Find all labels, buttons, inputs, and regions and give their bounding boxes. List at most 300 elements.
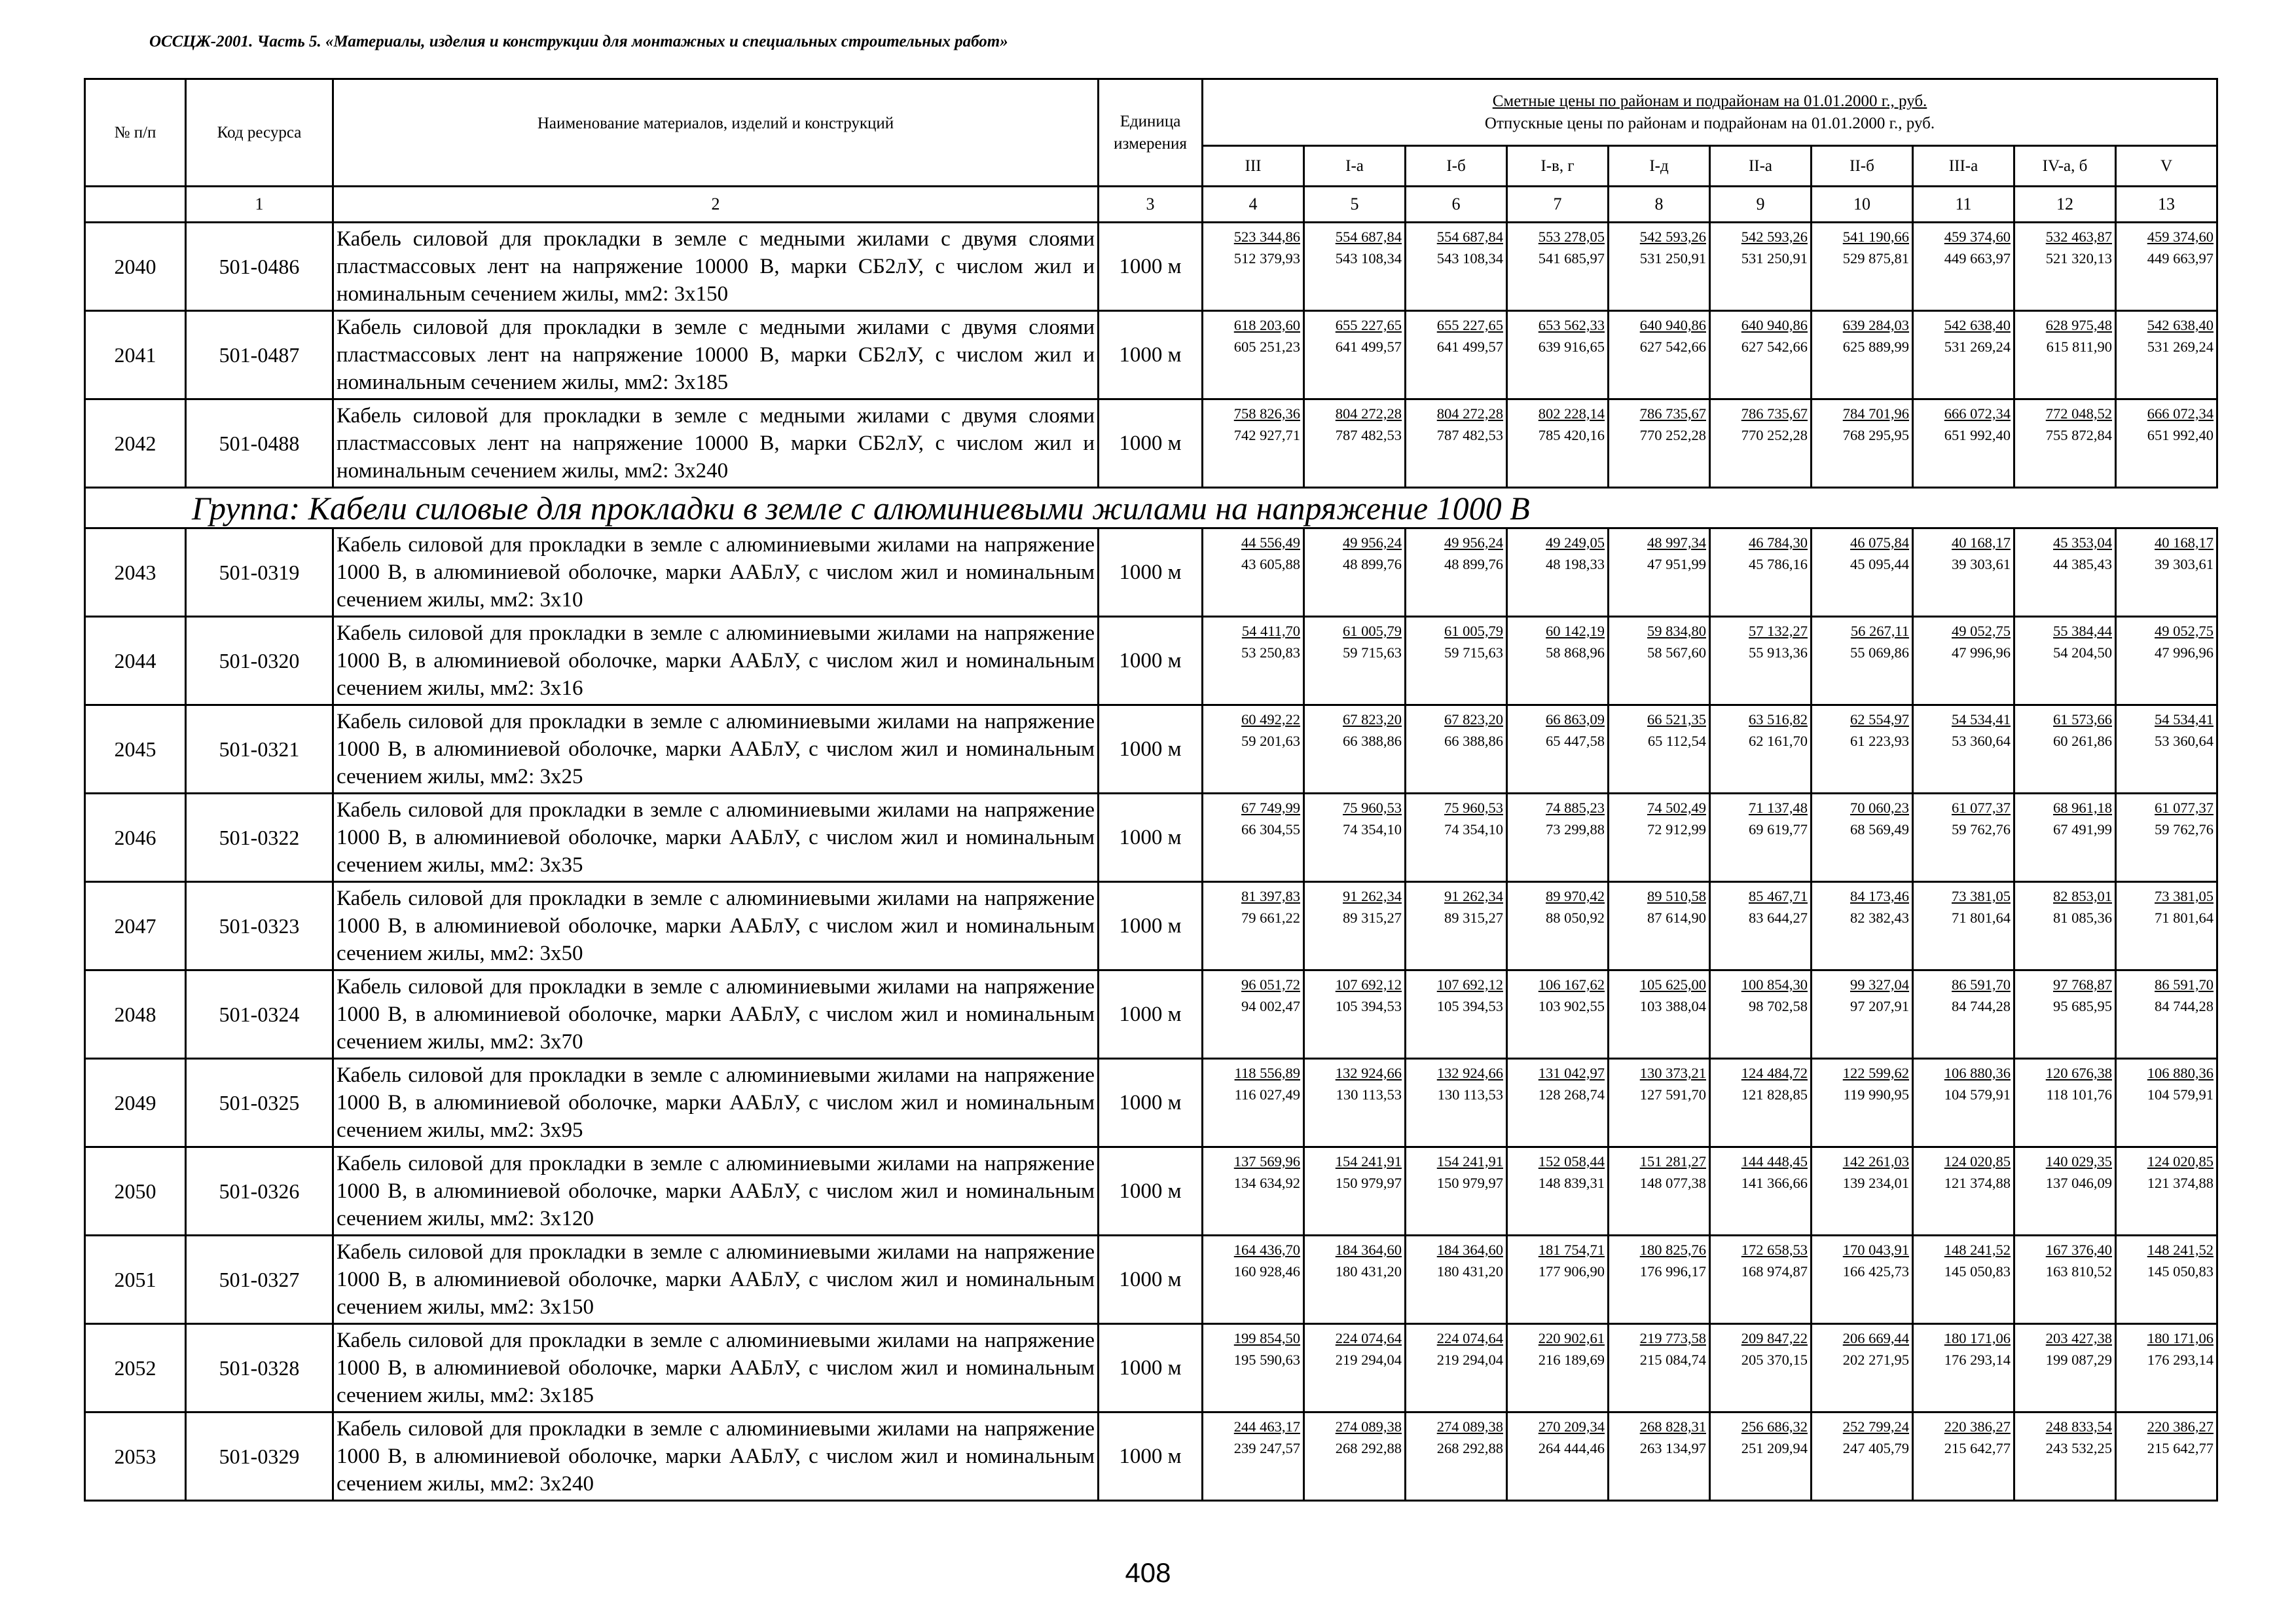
table-row xyxy=(85,311,2217,399)
estimate-price: 61 077,37 xyxy=(1952,800,2011,816)
estimate-price: 666 072,34 xyxy=(2147,405,2214,422)
price-cell xyxy=(1507,617,1609,705)
release-price: 55 069,86 xyxy=(1850,644,1909,661)
estimate-price: 206 669,44 xyxy=(1842,1330,1909,1346)
release-price: 74 354,10 xyxy=(1343,821,1402,838)
header-region: III xyxy=(1203,146,1304,187)
release-price: 61 223,93 xyxy=(1850,733,1909,749)
price-cell xyxy=(1812,882,1913,970)
release-price: 627 542,66 xyxy=(1741,339,1808,355)
table-row xyxy=(85,399,2217,488)
release-price: 215 084,74 xyxy=(1639,1352,1706,1368)
estimate-price: 84 173,46 xyxy=(1850,888,1909,904)
column-number: 8 xyxy=(1609,187,1710,223)
estimate-price: 106 167,62 xyxy=(1538,976,1605,993)
material-name: Кабель силовой для прокладки в земле с алюминиевыми жилами на напряжение 1000 В, в алюминиевой оболочке, марки ААБлУ, с числом жил и номинальным сечением жилы, мм2: 3х95 xyxy=(333,1059,1099,1147)
page-number: 408 xyxy=(1125,1557,1171,1588)
release-price: 73 299,88 xyxy=(1546,821,1605,838)
estimate-price: 40 168,17 xyxy=(2155,534,2214,551)
price-cell xyxy=(2014,1236,2116,1324)
release-price: 103 388,04 xyxy=(1639,998,1706,1014)
release-price: 145 050,83 xyxy=(2147,1263,2214,1280)
release-price: 529 875,81 xyxy=(1842,250,1909,267)
price-cell xyxy=(2014,794,2116,882)
material-name: Кабель силовой для прокладки в земле с алюминиевыми жилами на напряжение 1000 В, в алюминиевой оболочке, марки ААБлУ, с числом жил и номинальным сечением жилы, мм2: 3х35 xyxy=(333,794,1099,882)
price-cell xyxy=(1507,223,1609,311)
estimate-price: 107 692,12 xyxy=(1335,976,1402,993)
row-number: 2051 xyxy=(85,1236,186,1324)
price-cell xyxy=(1406,1147,1507,1236)
price-cell xyxy=(1710,1412,1812,1501)
release-price: 787 482,53 xyxy=(1335,427,1402,443)
price-cell xyxy=(1913,311,2014,399)
estimate-price: 542 593,26 xyxy=(1741,229,1808,245)
release-price: 65 447,58 xyxy=(1546,733,1605,749)
header-region: IV-а, б xyxy=(2014,146,2116,187)
estimate-price: 68 961,18 xyxy=(2053,800,2112,816)
estimate-price: 199 854,50 xyxy=(1233,1330,1300,1346)
release-price: 512 379,93 xyxy=(1233,250,1300,267)
header-region: I-в, г xyxy=(1507,146,1609,187)
estimate-price: 73 381,05 xyxy=(1952,888,2011,904)
price-cell xyxy=(1203,1059,1304,1147)
release-price: 543 108,34 xyxy=(1436,250,1503,267)
release-price: 105 394,53 xyxy=(1436,998,1503,1014)
estimate-price: 85 467,71 xyxy=(1749,888,1808,904)
release-price: 121 374,88 xyxy=(1944,1175,2011,1191)
estimate-price: 804 272,28 xyxy=(1436,405,1503,422)
estimate-price: 224 074,64 xyxy=(1436,1330,1503,1346)
price-cell xyxy=(2116,617,2217,705)
release-price: 89 315,27 xyxy=(1343,910,1402,926)
price-cell xyxy=(1406,311,1507,399)
estimate-price: 209 847,22 xyxy=(1741,1330,1808,1346)
release-price: 74 354,10 xyxy=(1444,821,1503,838)
estimate-price: 542 593,26 xyxy=(1639,229,1706,245)
estimate-price: 758 826,36 xyxy=(1233,405,1300,422)
estimate-price: 274 089,38 xyxy=(1436,1418,1503,1435)
estimate-price: 124 484,72 xyxy=(1741,1065,1808,1081)
row-number: 2052 xyxy=(85,1324,186,1412)
price-cell xyxy=(1304,1412,1406,1501)
estimate-price: 140 029,35 xyxy=(2045,1153,2112,1170)
price-cell xyxy=(1812,1324,1913,1412)
price-cell xyxy=(1406,617,1507,705)
estimate-price: 46 784,30 xyxy=(1749,534,1808,551)
material-name: Кабель силовой для прокладки в земле с медными жилами с двумя слоями пластмассовых лент на напряжение 10000 В, марки СБ2лУ, с числом жил и номинальным сечением жилы, мм2: 3х150 xyxy=(333,223,1099,311)
price-cell xyxy=(1609,311,1710,399)
estimate-price: 60 492,22 xyxy=(1241,711,1300,728)
price-cell xyxy=(1507,1236,1609,1324)
column-number: 9 xyxy=(1710,187,1812,223)
estimate-price: 40 168,17 xyxy=(1952,534,2011,551)
estimate-price: 70 060,23 xyxy=(1850,800,1909,816)
price-cell xyxy=(2116,1147,2217,1236)
price-cell xyxy=(1609,1236,1710,1324)
release-price: 71 801,64 xyxy=(1952,910,2011,926)
price-cell xyxy=(1203,1412,1304,1501)
release-price: 66 304,55 xyxy=(1241,821,1300,838)
material-name: Кабель силовой для прокладки в земле с алюминиевыми жилами на напряжение 1000 В, в алюминиевой оболочке, марки ААБлУ, с числом жил и номинальным сечением жилы, мм2: 3х240 xyxy=(333,1412,1099,1501)
table-row xyxy=(85,528,2217,617)
price-cell xyxy=(1609,528,1710,617)
release-price: 531 250,91 xyxy=(1639,250,1706,267)
price-cell xyxy=(1710,705,1812,794)
material-name: Кабель силовой для прокладки в земле с алюминиевыми жилами на напряжение 1000 В, в алюминиевой оболочке, марки ААБлУ, с числом жил и номинальным сечением жилы, мм2: 3х150 xyxy=(333,1236,1099,1324)
release-price: 243 532,25 xyxy=(2045,1440,2112,1456)
release-price: 134 634,92 xyxy=(1233,1175,1300,1191)
release-price: 247 405,79 xyxy=(1842,1440,1909,1456)
estimate-price: 132 924,66 xyxy=(1335,1065,1402,1081)
price-cell xyxy=(2116,1059,2217,1147)
estimate-price: 63 516,82 xyxy=(1749,711,1808,728)
estimate-price: 91 262,34 xyxy=(1444,888,1503,904)
price-cell xyxy=(1406,1236,1507,1324)
column-number: 6 xyxy=(1406,187,1507,223)
price-cell xyxy=(1812,311,1913,399)
release-price: 59 201,63 xyxy=(1241,733,1300,749)
price-cell xyxy=(2116,970,2217,1059)
estimate-price: 61 005,79 xyxy=(1444,623,1503,639)
estimate-price: 120 676,38 xyxy=(2045,1065,2112,1081)
price-cell xyxy=(1406,399,1507,488)
price-cell xyxy=(2014,1147,2116,1236)
estimate-price: 44 556,49 xyxy=(1241,534,1300,551)
estimate-price: 804 272,28 xyxy=(1335,405,1402,422)
estimate-price: 180 825,76 xyxy=(1639,1242,1706,1258)
resource-code: 501-0322 xyxy=(186,794,333,882)
estimate-price: 105 625,00 xyxy=(1639,976,1706,993)
estimate-price: 459 374,60 xyxy=(1944,229,2011,245)
column-number: 12 xyxy=(2014,187,2116,223)
price-cell xyxy=(1609,1324,1710,1412)
estimate-price: 666 072,34 xyxy=(1944,405,2011,422)
resource-code: 501-0486 xyxy=(186,223,333,311)
release-price: 62 161,70 xyxy=(1749,733,1808,749)
release-price: 54 204,50 xyxy=(2053,644,2112,661)
resource-code: 501-0319 xyxy=(186,528,333,617)
price-cell xyxy=(1710,882,1812,970)
price-cell xyxy=(1203,1324,1304,1412)
release-price: 45 095,44 xyxy=(1850,556,1909,572)
price-cell xyxy=(1507,528,1609,617)
header-estimate-prices: Сметные цены по районам и подрайонам на 01.01.2000 г., руб. xyxy=(1492,92,1927,110)
price-cell xyxy=(1609,399,1710,488)
price-cell xyxy=(1507,1412,1609,1501)
price-cell xyxy=(1710,970,1812,1059)
estimate-price: 81 397,83 xyxy=(1241,888,1300,904)
release-price: 66 388,86 xyxy=(1444,733,1503,749)
price-cell xyxy=(1203,1236,1304,1324)
estimate-price: 49 956,24 xyxy=(1444,534,1503,551)
release-price: 59 762,76 xyxy=(1952,821,2011,838)
price-cell xyxy=(2014,617,2116,705)
release-price: 199 087,29 xyxy=(2045,1352,2112,1368)
release-price: 82 382,43 xyxy=(1850,910,1909,926)
release-price: 128 268,74 xyxy=(1538,1086,1605,1103)
price-cell xyxy=(1304,399,1406,488)
estimate-price: 219 773,58 xyxy=(1639,1330,1706,1346)
resource-code: 501-0329 xyxy=(186,1412,333,1501)
release-price: 787 482,53 xyxy=(1436,427,1503,443)
price-table xyxy=(84,78,2218,1502)
release-price: 641 499,57 xyxy=(1436,339,1503,355)
release-price: 47 996,96 xyxy=(1952,644,2011,661)
resource-code: 501-0488 xyxy=(186,399,333,488)
estimate-price: 142 261,03 xyxy=(1842,1153,1909,1170)
price-cell xyxy=(1304,794,1406,882)
price-cell xyxy=(2116,399,2217,488)
estimate-price: 523 344,86 xyxy=(1233,229,1300,245)
release-price: 47 996,96 xyxy=(2155,644,2214,661)
price-cell xyxy=(1203,705,1304,794)
price-cell xyxy=(1609,223,1710,311)
price-cell xyxy=(2116,223,2217,311)
table-row xyxy=(85,794,2217,882)
price-cell xyxy=(1406,970,1507,1059)
price-cell xyxy=(2014,1412,2116,1501)
release-price: 121 374,88 xyxy=(2147,1175,2214,1191)
release-price: 148 077,38 xyxy=(1639,1175,1706,1191)
release-price: 59 762,76 xyxy=(2155,821,2214,838)
price-cell xyxy=(1913,882,2014,970)
estimate-price: 618 203,60 xyxy=(1233,317,1300,333)
estimate-price: 154 241,91 xyxy=(1335,1153,1402,1170)
price-cell xyxy=(1406,223,1507,311)
estimate-price: 71 137,48 xyxy=(1749,800,1808,816)
release-price: 39 303,61 xyxy=(1952,556,2011,572)
price-cell xyxy=(1507,882,1609,970)
release-price: 97 207,91 xyxy=(1850,998,1909,1014)
estimate-price: 184 364,60 xyxy=(1436,1242,1503,1258)
release-price: 268 292,88 xyxy=(1335,1440,1402,1456)
price-cell xyxy=(1913,1059,2014,1147)
price-cell xyxy=(1913,970,2014,1059)
release-price: 449 663,97 xyxy=(2147,250,2214,267)
release-price: 215 642,77 xyxy=(1944,1440,2011,1456)
release-price: 195 590,63 xyxy=(1233,1352,1300,1368)
release-price: 605 251,23 xyxy=(1233,339,1300,355)
price-cell xyxy=(1304,1059,1406,1147)
header-region: II-б xyxy=(1812,146,1913,187)
estimate-price: 74 885,23 xyxy=(1546,800,1605,816)
estimate-price: 75 960,53 xyxy=(1343,800,1402,816)
price-cell xyxy=(1203,1147,1304,1236)
release-price: 130 113,53 xyxy=(1336,1086,1402,1103)
row-number: 2043 xyxy=(85,528,186,617)
estimate-price: 772 048,52 xyxy=(2045,405,2112,422)
release-price: 176 293,14 xyxy=(1944,1352,2011,1368)
price-cell xyxy=(1304,705,1406,794)
table-row xyxy=(85,970,2217,1059)
material-name: Кабель силовой для прокладки в земле с алюминиевыми жилами на напряжение 1000 В, в алюминиевой оболочке, марки ААБлУ, с числом жил и номинальным сечением жилы, мм2: 3х16 xyxy=(333,617,1099,705)
release-price: 215 642,77 xyxy=(2147,1440,2214,1456)
column-number: 7 xyxy=(1507,187,1609,223)
price-cell xyxy=(2014,311,2116,399)
price-cell xyxy=(2014,705,2116,794)
release-price: 121 828,85 xyxy=(1741,1086,1808,1103)
document-header: ОССЦЖ-2001. Часть 5. «Материалы, изделия и конструкции для монтажных и специальных строительных работ» xyxy=(149,33,1008,50)
estimate-price: 655 227,65 xyxy=(1436,317,1503,333)
price-cell xyxy=(1913,1236,2014,1324)
estimate-price: 252 799,24 xyxy=(1842,1418,1909,1435)
estimate-price: 61 005,79 xyxy=(1343,623,1402,639)
estimate-price: 167 376,40 xyxy=(2045,1242,2112,1258)
estimate-price: 106 880,36 xyxy=(2147,1065,2214,1081)
estimate-price: 184 364,60 xyxy=(1335,1242,1402,1258)
table-row xyxy=(85,617,2217,705)
unit-of-measure: 1000 м xyxy=(1099,528,1203,617)
release-price: 141 366,66 xyxy=(1741,1175,1808,1191)
row-number: 2044 xyxy=(85,617,186,705)
material-name: Кабель силовой для прокладки в земле с алюминиевыми жилами на напряжение 1000 В, в алюминиевой оболочке, марки ААБлУ, с числом жил и номинальным сечением жилы, мм2: 3х10 xyxy=(333,528,1099,617)
release-price: 98 702,58 xyxy=(1749,998,1808,1014)
price-cell xyxy=(1406,528,1507,617)
estimate-price: 541 190,66 xyxy=(1842,229,1909,245)
price-cell xyxy=(2116,1412,2217,1501)
price-cell xyxy=(2014,399,2116,488)
estimate-price: 256 686,32 xyxy=(1741,1418,1808,1435)
price-cell xyxy=(1812,1236,1913,1324)
header-region: V xyxy=(2116,146,2217,187)
header-prices xyxy=(1203,79,2217,146)
price-cell xyxy=(1710,1147,1812,1236)
row-number: 2046 xyxy=(85,794,186,882)
price-cell xyxy=(1609,1147,1710,1236)
price-cell xyxy=(1304,617,1406,705)
price-cell xyxy=(2116,794,2217,882)
estimate-price: 144 448,45 xyxy=(1741,1153,1808,1170)
price-cell xyxy=(1913,1147,2014,1236)
release-price: 88 050,92 xyxy=(1546,910,1605,926)
column-number: 13 xyxy=(2116,187,2217,223)
material-name: Кабель силовой для прокладки в земле с алюминиевыми жилами на напряжение 1000 В, в алюминиевой оболочке, марки ААБлУ, с числом жил и номинальным сечением жилы, мм2: 3х120 xyxy=(333,1147,1099,1236)
column-number: 1 xyxy=(186,187,333,223)
release-price: 66 388,86 xyxy=(1343,733,1402,749)
estimate-price: 151 281,27 xyxy=(1639,1153,1706,1170)
release-price: 84 744,28 xyxy=(1952,998,2011,1014)
price-cell xyxy=(1304,223,1406,311)
release-price: 119 990,95 xyxy=(1843,1086,1909,1103)
release-price: 160 928,46 xyxy=(1233,1263,1300,1280)
price-cell xyxy=(1406,882,1507,970)
release-price: 785 420,16 xyxy=(1538,427,1605,443)
estimate-price: 628 975,48 xyxy=(2045,317,2112,333)
release-price: 521 320,13 xyxy=(2045,250,2112,267)
estimate-price: 89 970,42 xyxy=(1546,888,1605,904)
estimate-price: 802 228,14 xyxy=(1538,405,1605,422)
estimate-price: 82 853,01 xyxy=(2053,888,2112,904)
price-cell xyxy=(1609,1059,1710,1147)
unit-of-measure: 1000 м xyxy=(1099,399,1203,488)
release-price: 39 303,61 xyxy=(2155,556,2214,572)
release-price: 202 271,95 xyxy=(1842,1352,1909,1368)
price-cell xyxy=(1304,970,1406,1059)
price-cell xyxy=(2116,528,2217,617)
unit-of-measure: 1000 м xyxy=(1099,794,1203,882)
estimate-price: 48 997,34 xyxy=(1647,534,1706,551)
header-region: II-а xyxy=(1710,146,1812,187)
estimate-price: 107 692,12 xyxy=(1436,976,1503,993)
release-price: 251 209,94 xyxy=(1741,1440,1808,1456)
release-price: 130 113,53 xyxy=(1437,1086,1503,1103)
estimate-price: 49 249,05 xyxy=(1546,534,1605,551)
price-cell xyxy=(2116,1324,2217,1412)
price-cell xyxy=(1710,399,1812,488)
price-cell xyxy=(1507,311,1609,399)
release-price: 104 579,91 xyxy=(1944,1086,2011,1103)
price-cell xyxy=(1710,1236,1812,1324)
release-price: 127 591,70 xyxy=(1639,1086,1706,1103)
estimate-price: 66 863,09 xyxy=(1546,711,1605,728)
material-name: Кабель силовой для прокладки в земле с алюминиевыми жилами на напряжение 1000 В, в алюминиевой оболочке, марки ААБлУ, с числом жил и номинальным сечением жилы, мм2: 3х70 xyxy=(333,970,1099,1059)
estimate-price: 60 142,19 xyxy=(1546,623,1605,639)
estimate-price: 124 020,85 xyxy=(2147,1153,2214,1170)
estimate-price: 97 768,87 xyxy=(2053,976,2112,993)
estimate-price: 86 591,70 xyxy=(2155,976,2214,993)
estimate-price: 49 052,75 xyxy=(1952,623,2011,639)
estimate-price: 96 051,72 xyxy=(1241,976,1300,993)
release-price: 531 250,91 xyxy=(1741,250,1808,267)
header-region: I-а xyxy=(1304,146,1406,187)
release-price: 163 810,52 xyxy=(2045,1263,2112,1280)
release-price: 177 906,90 xyxy=(1538,1263,1605,1280)
estimate-price: 786 735,67 xyxy=(1741,405,1808,422)
price-cell xyxy=(1507,970,1609,1059)
estimate-price: 137 569,96 xyxy=(1233,1153,1300,1170)
release-price: 176 293,14 xyxy=(2147,1352,2214,1368)
price-cell xyxy=(1406,1412,1507,1501)
release-price: 65 112,54 xyxy=(1647,733,1706,749)
estimate-price: 148 241,52 xyxy=(2147,1242,2214,1258)
estimate-price: 61 573,66 xyxy=(2053,711,2112,728)
group-title: Группа: Кабели силовые для прокладки в земле с алюминиевыми жилами на напряжение 1000 В xyxy=(85,488,2217,528)
estimate-price: 542 638,40 xyxy=(2147,317,2214,333)
price-cell xyxy=(1609,617,1710,705)
column-number: 10 xyxy=(1812,187,1913,223)
estimate-price: 89 510,58 xyxy=(1647,888,1706,904)
price-cell xyxy=(1507,1324,1609,1412)
row-number: 2041 xyxy=(85,311,186,399)
header-code: Код ресурса xyxy=(186,79,333,187)
price-cell xyxy=(1913,617,2014,705)
unit-of-measure: 1000 м xyxy=(1099,1147,1203,1236)
price-cell xyxy=(1913,794,2014,882)
material-name: Кабель силовой для прокладки в земле с алюминиевыми жилами на напряжение 1000 В, в алюминиевой оболочке, марки ААБлУ, с числом жил и номинальным сечением жилы, мм2: 3х50 xyxy=(333,882,1099,970)
estimate-price: 100 854,30 xyxy=(1741,976,1808,993)
estimate-price: 244 463,17 xyxy=(1233,1418,1300,1435)
estimate-price: 130 373,21 xyxy=(1639,1065,1706,1081)
column-number: 4 xyxy=(1203,187,1304,223)
estimate-price: 148 241,52 xyxy=(1944,1242,2011,1258)
price-cell xyxy=(1507,1147,1609,1236)
release-price: 87 614,90 xyxy=(1647,910,1706,926)
price-cell xyxy=(1406,794,1507,882)
release-price: 219 294,04 xyxy=(1335,1352,1402,1368)
price-cell xyxy=(1203,528,1304,617)
release-price: 69 619,77 xyxy=(1749,821,1808,838)
row-number: 2045 xyxy=(85,705,186,794)
release-price: 105 394,53 xyxy=(1335,998,1402,1014)
estimate-price: 640 940,86 xyxy=(1639,317,1706,333)
unit-of-measure: 1000 м xyxy=(1099,705,1203,794)
price-cell xyxy=(1812,1059,1913,1147)
price-cell xyxy=(2116,705,2217,794)
price-cell xyxy=(1203,617,1304,705)
unit-of-measure: 1000 м xyxy=(1099,311,1203,399)
price-cell xyxy=(1913,399,2014,488)
estimate-price: 75 960,53 xyxy=(1444,800,1503,816)
